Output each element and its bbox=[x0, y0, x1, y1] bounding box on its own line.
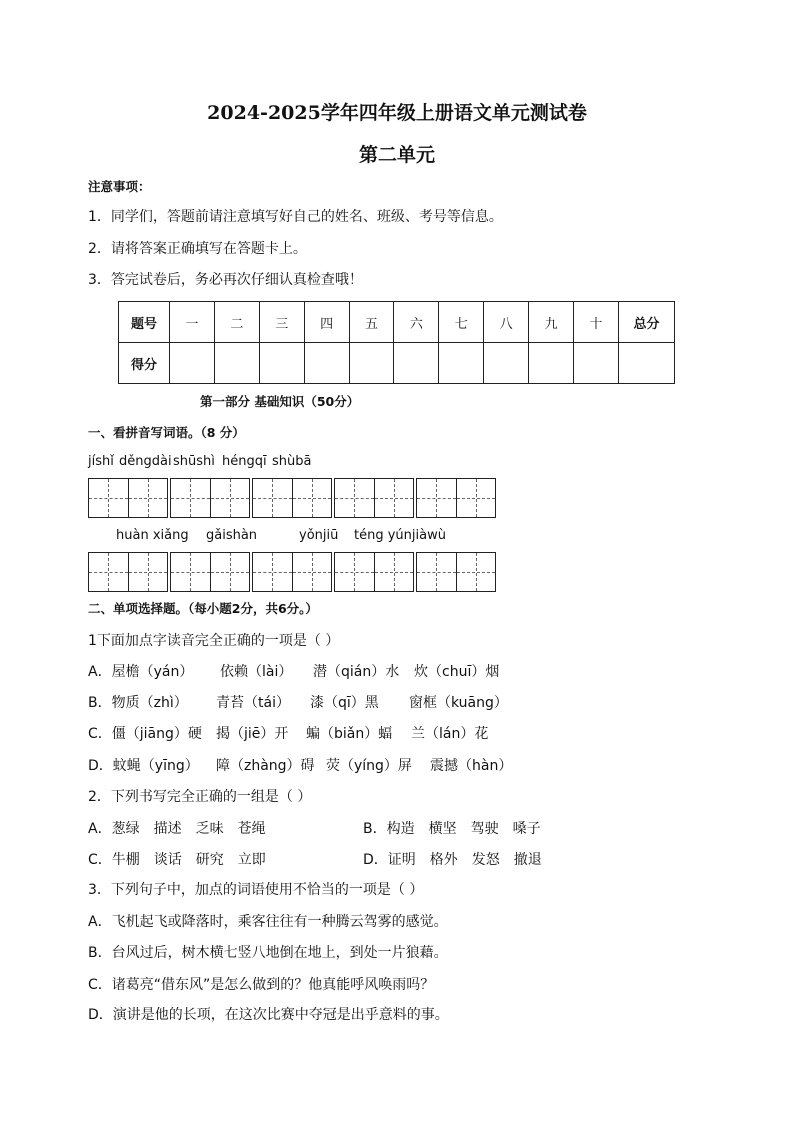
q2-option-word: 格外 bbox=[429, 852, 458, 868]
q2-option-word: 驾驶 bbox=[470, 821, 499, 837]
score-header-cell: 二 bbox=[214, 302, 259, 343]
writing-box[interactable] bbox=[416, 552, 496, 592]
score-table bbox=[118, 301, 675, 384]
q2-option-word: 横坚 bbox=[428, 821, 457, 837]
score-header-cell: 一 bbox=[170, 302, 215, 343]
writing-box[interactable] bbox=[88, 552, 168, 592]
score-cell[interactable] bbox=[304, 343, 349, 384]
q1-option-c-part: 蝙（biǎn）蝠 bbox=[306, 726, 393, 742]
q2-option-a bbox=[88, 820, 266, 838]
score-table-header-row bbox=[119, 302, 675, 343]
q1-option-b-part: 漆（qī）黑 bbox=[310, 695, 379, 711]
score-cell[interactable] bbox=[394, 343, 439, 384]
q2-option-word: 谈话 bbox=[153, 852, 182, 868]
q1-option-c-part: 揭（jiē）开 bbox=[216, 726, 289, 742]
q3-option-d: D．演讲是他的长项，在这次比赛中夺冠是出乎意料的事。 bbox=[88, 1007, 449, 1023]
note-item-3: 3．答完试卷后，务必再次仔细认真检查哦！ bbox=[88, 272, 363, 288]
score-cell[interactable] bbox=[349, 343, 394, 384]
q1-option-a-part: 潜（qián）水 bbox=[313, 664, 400, 680]
q2-option-word: D．证明 bbox=[363, 852, 416, 868]
section2-title: 二、单项选择题。（每小题2分，共6分。） bbox=[88, 601, 318, 616]
q1-option-a-part: 依赖（lài） bbox=[220, 664, 293, 680]
writing-box[interactable] bbox=[170, 478, 250, 518]
exam-title: 2024-2025学年四年级上册语文单元测试卷 bbox=[207, 102, 587, 124]
score-cell[interactable] bbox=[619, 343, 675, 384]
q2-option-word: C．牛棚 bbox=[88, 852, 140, 868]
q1-option-b-part: 青苔（tái） bbox=[216, 695, 290, 711]
q1-option-b-part: B．物质（zhì） bbox=[88, 695, 188, 711]
score-header-cell: 题号 bbox=[119, 302, 170, 343]
q1-option-d-part: 震撼（hàn） bbox=[430, 758, 513, 774]
note-item-1: 1．同学们，答题前请注意填写好自己的姓名、班级、考号等信息。 bbox=[88, 209, 503, 225]
pinyin-word: héngqī bbox=[222, 454, 267, 469]
note-item-2: 2．请将答案正确填写在答题卡上。 bbox=[88, 241, 307, 257]
q2-option-word: 乏味 bbox=[195, 821, 224, 837]
notes-heading: 注意事项： bbox=[88, 179, 151, 194]
q2-option-word: 描述 bbox=[153, 821, 182, 837]
q2-option-b bbox=[363, 820, 541, 838]
q2-option-word: 嗓子 bbox=[512, 821, 541, 837]
writing-box[interactable] bbox=[170, 552, 250, 592]
score-cell[interactable] bbox=[214, 343, 259, 384]
q2-option-word: A．葱绿 bbox=[88, 821, 140, 837]
q2-option-d bbox=[363, 851, 542, 869]
pinyin-word: huàn xiǎng bbox=[116, 528, 189, 543]
q1-option-a-part: 炊（chuī）烟 bbox=[414, 664, 500, 680]
q2-option-c bbox=[88, 851, 266, 869]
score-header-cell: 七 bbox=[439, 302, 484, 343]
q2-option-word: 立即 bbox=[237, 852, 266, 868]
pinyin-word: téng yúnjiàwù bbox=[354, 528, 446, 543]
q1-option-c-part: 兰（lán）花 bbox=[411, 726, 489, 742]
writing-box[interactable] bbox=[252, 552, 332, 592]
q1-option-d-part: 障（zhàng）碍 bbox=[216, 758, 315, 774]
score-header-cell: 三 bbox=[259, 302, 304, 343]
question-1-stem: 1下面加点字读音完全正确的一项是（ ） bbox=[88, 633, 340, 649]
score-header-cell: 四 bbox=[304, 302, 349, 343]
q1-option-d-part: D．蚊蝇（yīng） bbox=[88, 758, 199, 774]
question-2-stem: 2．下列书写完全正确的一组是（ ） bbox=[88, 789, 312, 805]
section1-title: 一、看拼音写词语。（8 分） bbox=[88, 425, 245, 440]
q1-option-b-part: 窗框（kuāng） bbox=[409, 695, 508, 711]
q3-option-a: A．飞机起飞或降落时，乘客往往有一种腾云驾雾的感觉。 bbox=[88, 914, 448, 930]
writing-box[interactable] bbox=[88, 478, 168, 518]
score-cell[interactable] bbox=[529, 343, 574, 384]
writing-grid-row-2 bbox=[88, 552, 496, 592]
score-row-label: 得分 bbox=[119, 343, 170, 384]
q1-option-a-part: A．屋檐（yán） bbox=[88, 664, 194, 680]
q2-option-word: 研究 bbox=[195, 852, 224, 868]
writing-grid-row-1 bbox=[88, 478, 496, 518]
score-cell[interactable] bbox=[259, 343, 304, 384]
question-3-stem: 3．下列句子中，加点的词语使用不恰当的一项是（ ） bbox=[88, 882, 424, 898]
unit-subtitle: 第二单元 bbox=[358, 144, 435, 166]
pinyin-word: yǒnjiū bbox=[299, 528, 339, 543]
pinyin-word: shūshì bbox=[173, 454, 215, 469]
q1-option-d-part: 荧（yíng）屏 bbox=[326, 758, 412, 774]
q2-option-word: 发怒 bbox=[471, 852, 500, 868]
pinyin-word: shùbā bbox=[272, 454, 312, 469]
q2-option-word: B．构造 bbox=[363, 821, 415, 837]
score-cell[interactable] bbox=[170, 343, 215, 384]
score-header-cell: 十 bbox=[574, 302, 619, 343]
q2-option-word: 苍绳 bbox=[237, 821, 266, 837]
score-header-cell: 九 bbox=[529, 302, 574, 343]
q3-option-b: B．台风过后，树木横七竖八地倒在地上，到处一片狼藉。 bbox=[88, 945, 448, 961]
score-header-cell: 六 bbox=[394, 302, 439, 343]
score-table-score-row bbox=[119, 343, 675, 384]
pinyin-word: děngdài bbox=[119, 454, 172, 469]
writing-box[interactable] bbox=[416, 478, 496, 518]
pinyin-word: gǎishàn bbox=[206, 528, 258, 543]
score-header-cell: 五 bbox=[349, 302, 394, 343]
pinyin-word: jíshǐ bbox=[88, 454, 114, 469]
q2-option-word: 撤退 bbox=[513, 852, 542, 868]
score-cell[interactable] bbox=[484, 343, 529, 384]
q3-option-c: C．诸葛亮“借东风”是怎么做到的？他真能呼风唤雨吗？ bbox=[88, 977, 435, 993]
score-header-cell: 总分 bbox=[619, 302, 675, 343]
part1-title: 第一部分 基础知识（50分） bbox=[200, 394, 360, 409]
writing-box[interactable] bbox=[334, 552, 414, 592]
score-cell[interactable] bbox=[574, 343, 619, 384]
writing-box[interactable] bbox=[334, 478, 414, 518]
writing-box[interactable] bbox=[252, 478, 332, 518]
q1-option-c-part: C．僵（jiāng）硬 bbox=[88, 726, 202, 742]
score-cell[interactable] bbox=[439, 343, 484, 384]
score-header-cell: 八 bbox=[484, 302, 529, 343]
